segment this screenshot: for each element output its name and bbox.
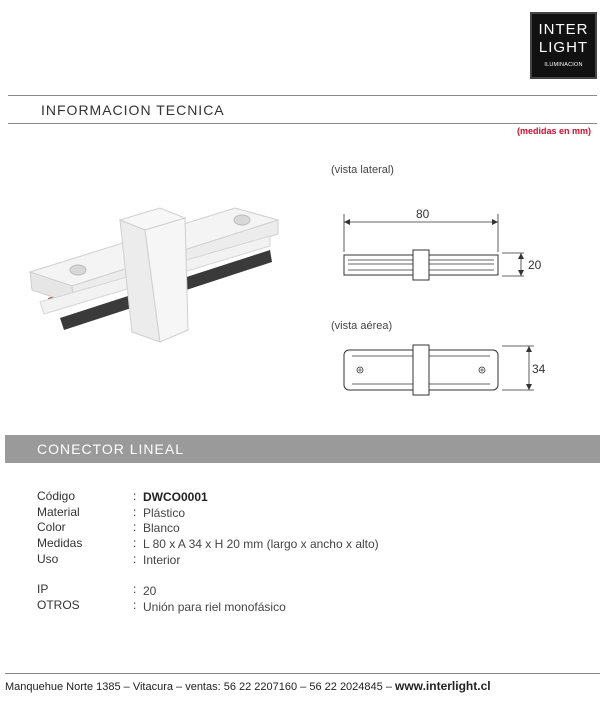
- lateral-view-label: (vista lateral): [331, 164, 394, 176]
- spec-value-ip: 20: [143, 584, 157, 598]
- lateral-view-diagram: [330, 200, 560, 290]
- spec-label-otros: OTROS: [37, 598, 80, 612]
- spec-label-uso: Uso: [37, 552, 59, 566]
- aerial-view-diagram: [330, 340, 560, 400]
- footer-rule: [5, 673, 600, 674]
- spec-value-uso: Interior: [143, 553, 181, 567]
- spec-value-medidas: L 80 x A 34 x H 20 mm (largo x ancho x alto): [143, 537, 379, 551]
- spec-value-codigo: DWCO0001: [143, 490, 208, 504]
- spec-value-color: Blanco: [143, 521, 180, 535]
- height-dimension: 20: [528, 258, 542, 272]
- width-dimension: 34: [532, 362, 546, 376]
- header-bottom-rule: [8, 123, 597, 124]
- product-illustration: [20, 190, 290, 350]
- header-top-rule: [8, 95, 597, 96]
- footer-website-link[interactable]: www.interlight.cl: [395, 679, 491, 693]
- length-dimension: 80: [416, 207, 430, 221]
- spec-value-material: Plástico: [143, 506, 186, 520]
- spec-label-ip: IP: [37, 582, 49, 596]
- spec-label-medidas: Medidas: [37, 536, 83, 550]
- section-title: INFORMACION TECNICA: [41, 102, 225, 118]
- spec-value-otros: Unión para riel monofásico: [143, 600, 286, 614]
- spec-label-codigo: Código: [37, 489, 76, 503]
- brand-logo: [530, 12, 597, 79]
- units-note: (medidas en mm): [516, 126, 591, 136]
- logo-line-3: ILUMINACION: [544, 62, 583, 68]
- footer-address: Manquehue Norte 1385 – Vitacura – ventas: 56 22 2207160 – 56 22 2024845 –: [5, 681, 392, 693]
- footer-contact: [5, 679, 491, 693]
- logo-line-2: LIGHT: [538, 39, 589, 56]
- aerial-view-label: (vista aérea): [331, 320, 393, 332]
- spec-label-material: Material: [37, 505, 80, 519]
- product-name: CONECTOR LINEAL: [37, 441, 184, 457]
- spec-label-color: Color: [37, 520, 66, 534]
- logo-line-1: INTER: [538, 21, 589, 38]
- product-name-band: [5, 435, 600, 463]
